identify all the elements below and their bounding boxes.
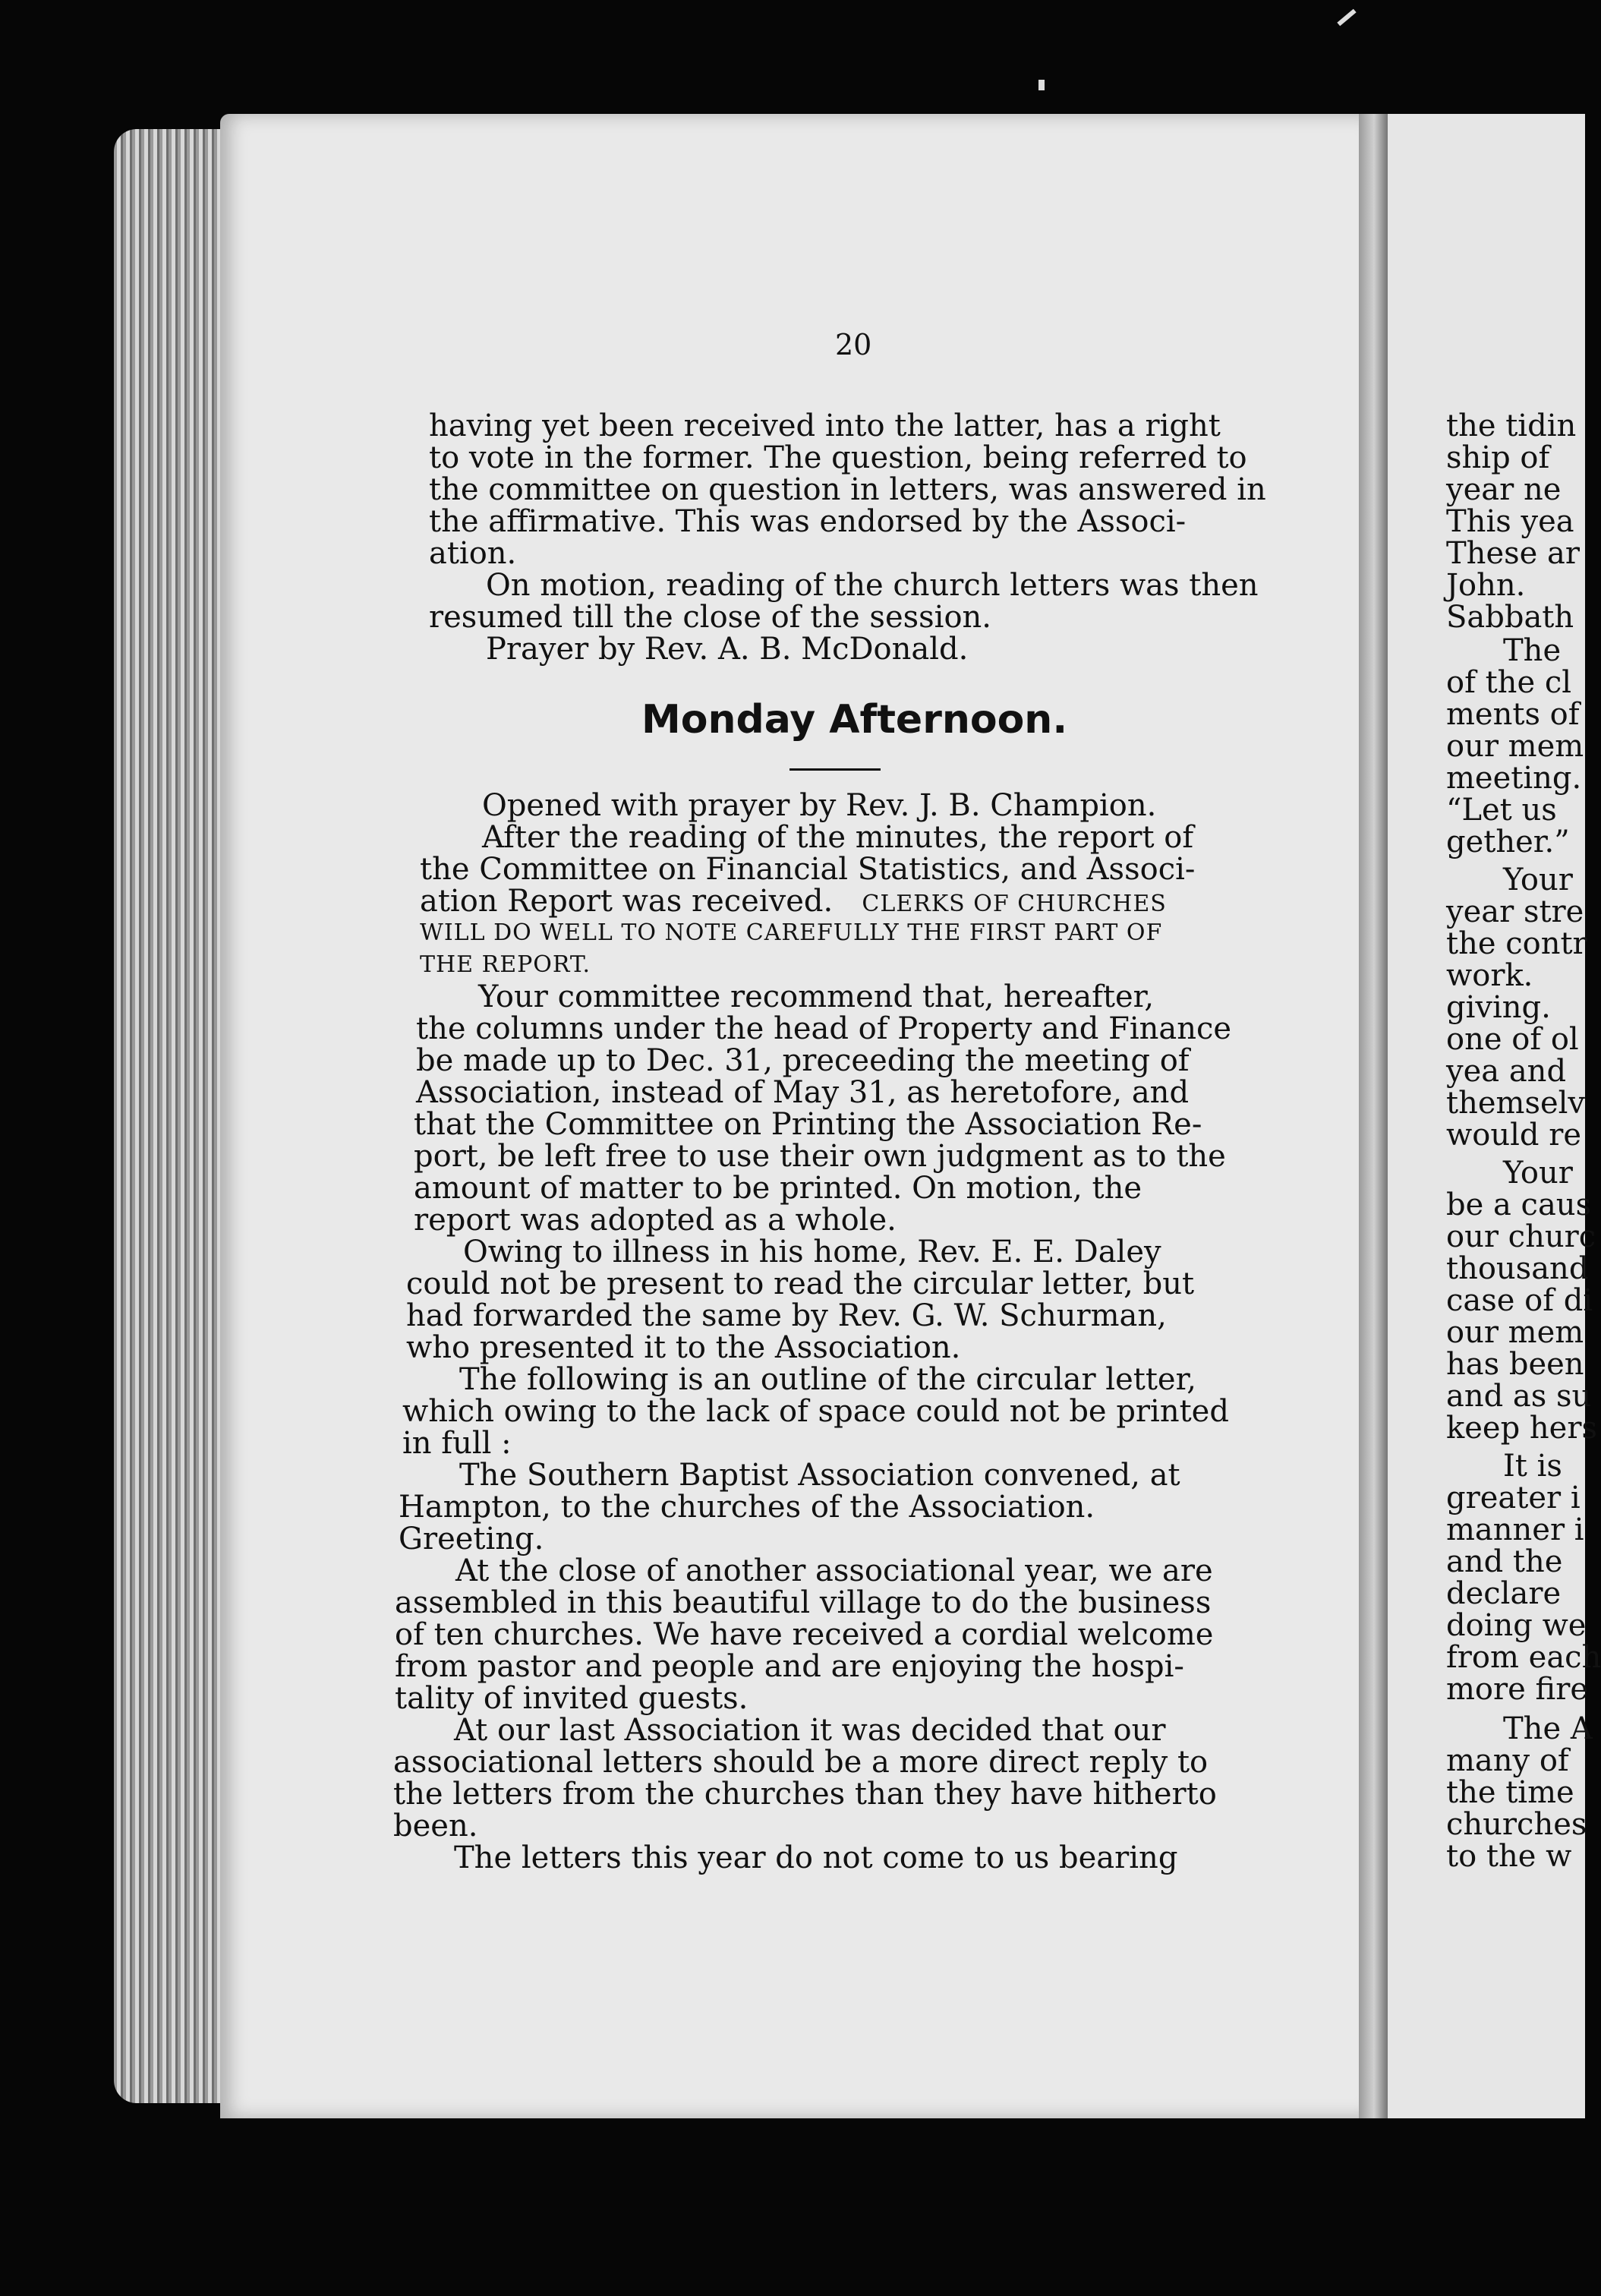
film-speck (1337, 9, 1356, 27)
text-line: the letters from the churches than they have hitherto (393, 1777, 1217, 1812)
text-line: ments of (1446, 697, 1580, 732)
text-line: thousand (1446, 1251, 1589, 1286)
text-span: ation Report was received. (420, 884, 834, 919)
text-line: The letters this year do not come to us bearing (454, 1840, 1178, 1875)
text-line: Greeting. (399, 1522, 544, 1556)
text-line: the time (1446, 1775, 1574, 1810)
text-line: work. (1446, 958, 1533, 993)
text-line: After the reading of the minutes, the report of (482, 820, 1194, 855)
text-line: giving. (1446, 990, 1551, 1025)
text-line: could not be present to read the circular letter, but (406, 1266, 1195, 1301)
text-line: would re (1446, 1118, 1581, 1153)
text-line: year stre (1446, 894, 1584, 929)
text-line: of ten churches. We have received a cordial welcome (395, 1617, 1214, 1652)
text-line: the affirmative. This was endorsed by the Associ- (429, 504, 1187, 539)
text-line: be a caus (1446, 1187, 1592, 1222)
text-line: meeting. (1446, 761, 1582, 796)
text-line: port, be left free to use their own judgment as to the (414, 1139, 1226, 1174)
text-line: Your (1503, 863, 1573, 897)
page-number: 20 (835, 328, 872, 361)
text-line: keep hers (1446, 1411, 1597, 1446)
text-line: The Southern Baptist Association convened, at (459, 1458, 1180, 1493)
text-line: one of ol (1446, 1022, 1579, 1057)
text-line: Association, instead of May 31, as heretofore, and (416, 1075, 1190, 1110)
text-line: many of (1446, 1743, 1569, 1778)
text-line: the contr (1446, 926, 1587, 961)
text-line: yea and (1446, 1054, 1567, 1089)
text-line: had forwarded the same by Rev. G. W. Schurman, (406, 1298, 1167, 1333)
text-line: gether.” (1446, 825, 1570, 859)
text-line: to vote in the former. The question, being referred to (429, 440, 1247, 475)
text-line: Your (1503, 1156, 1573, 1191)
film-speck (1038, 80, 1045, 90)
text-line: Your committee recommend that, hereafter, (478, 979, 1155, 1014)
text-line: manner i (1446, 1512, 1584, 1547)
text-line: Sabbath (1446, 600, 1574, 635)
text-line: the tidin (1446, 408, 1577, 443)
text-line: THE REPORT. (420, 951, 591, 978)
text-line: doing we (1446, 1608, 1587, 1643)
text-line: year ne (1446, 472, 1562, 507)
text-line: resumed till the close of the session. (429, 600, 992, 635)
text-line: from pastor and people and are enjoying the hospi- (395, 1649, 1184, 1684)
text-line: and the (1446, 1544, 1563, 1579)
text-line: WILL DO WELL TO NOTE CAREFULLY THE FIRST PART OF (420, 919, 1163, 946)
text-line (420, 885, 1167, 920)
text-line: been. (393, 1809, 478, 1843)
text-line: who presented it to the Association. (406, 1330, 961, 1365)
text-line: Owing to illness in his home, Rev. E. E. Daley (463, 1235, 1161, 1269)
text-line: which owing to the lack of space could not be printed (402, 1394, 1229, 1429)
text-line: John. (1446, 568, 1526, 603)
text-line: It is (1503, 1449, 1562, 1484)
text-line: The following is an outline of the circular letter, (459, 1362, 1197, 1397)
text-line: assembled in this beautiful village to do the business (395, 1585, 1212, 1620)
text-line: that the Committee on Printing the Association Re- (414, 1107, 1202, 1142)
text-line: has been (1446, 1347, 1584, 1382)
text-line: our mem (1446, 729, 1584, 764)
text-line: the columns under the head of Property and Finance (416, 1011, 1232, 1046)
text-line: churches (1446, 1807, 1587, 1842)
text-line: case of di (1446, 1283, 1593, 1318)
text-line: The A (1503, 1711, 1593, 1746)
section-heading: Monday Afternoon. (641, 697, 1068, 743)
text-line: greater i (1446, 1481, 1581, 1515)
text-line: ship of (1446, 440, 1550, 475)
text-line: At the close of another associational year, we are (455, 1553, 1213, 1588)
text-line: the committee on question in letters, was answered in (429, 472, 1266, 507)
text-line: Prayer by Rev. A. B. McDonald. (486, 632, 969, 667)
text-line: themselv (1446, 1086, 1586, 1121)
text-line: our churc (1446, 1219, 1596, 1254)
text-line: and as su (1446, 1379, 1592, 1414)
text-line: amount of matter to be printed. On motion, the (414, 1171, 1142, 1206)
page-edges (114, 129, 228, 2103)
text-line: our mem (1446, 1315, 1584, 1350)
text-line: associational letters should be a more direct reply to (393, 1745, 1209, 1780)
text-line: more fire (1446, 1672, 1588, 1707)
text-line: report was adopted as a whole. (414, 1203, 897, 1238)
text-line: This yea (1446, 504, 1574, 539)
text-line: tality of invited guests. (395, 1681, 748, 1716)
book-gutter (1359, 114, 1389, 2118)
text-line: “Let us (1446, 793, 1557, 828)
text-line: declare (1446, 1576, 1562, 1611)
text-line: Opened with prayer by Rev. J. B. Champion. (482, 788, 1157, 823)
clerks-caps: CLERKS OF CHURCHES (862, 891, 1167, 917)
text-line: in full : (402, 1426, 512, 1461)
text-line: be made up to Dec. 31, preceeding the meeting of (416, 1043, 1190, 1078)
heading-rule (789, 768, 881, 771)
text-line: having yet been received into the latter, has a right (429, 408, 1221, 443)
text-line: Hampton, to the churches of the Association. (399, 1490, 1095, 1525)
text-line: from each (1446, 1640, 1601, 1675)
text-line: The (1503, 633, 1562, 668)
text-line: At our last Association it was decided that our (454, 1713, 1166, 1748)
text-line: to the w (1446, 1839, 1572, 1874)
text-line: On motion, reading of the church letters was then (486, 568, 1259, 603)
text-line: the Committee on Financial Statistics, and Associ- (420, 852, 1196, 887)
text-line: These ar (1446, 536, 1580, 571)
text-line: of the cl (1446, 665, 1572, 700)
text-line: ation. (429, 536, 517, 571)
